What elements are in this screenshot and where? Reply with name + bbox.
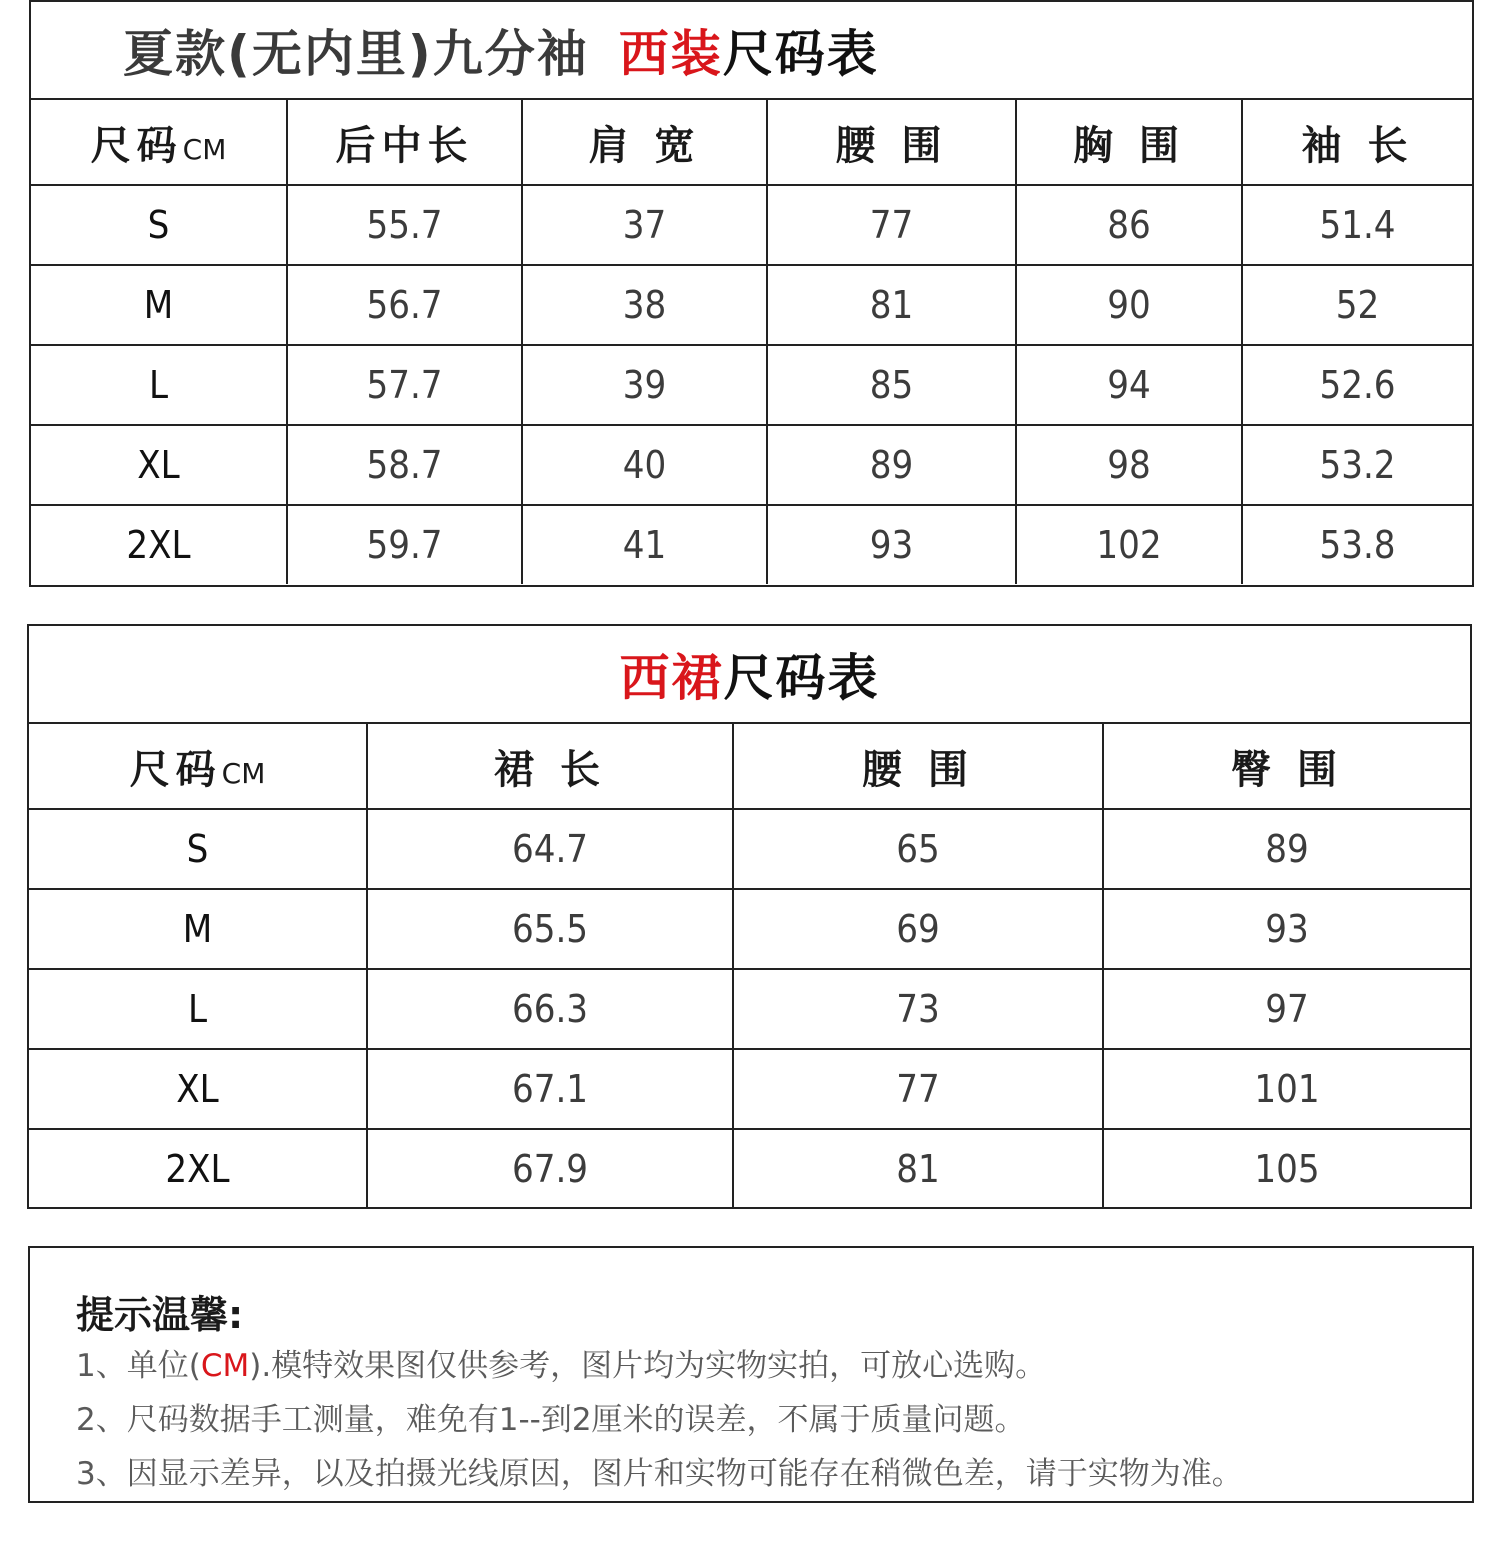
table-cell: 77	[733, 1049, 1103, 1129]
table-cell: 67.9	[367, 1129, 733, 1208]
skirt-chart-title	[29, 626, 1470, 724]
suit-header-row	[31, 100, 1472, 185]
table-cell: 51.4	[1242, 185, 1472, 265]
table-cell: 40	[522, 425, 767, 505]
size-cell: XL	[31, 425, 287, 505]
skirt-title-highlight: 西裙	[619, 649, 724, 707]
table-cell: 81	[733, 1129, 1103, 1208]
table-cell: 94	[1016, 345, 1242, 425]
size-cell: M	[29, 889, 367, 969]
skirt-header-size: 尺码CM	[29, 724, 367, 809]
table-cell: 69	[733, 889, 1103, 969]
table-row	[31, 185, 1472, 265]
suit-header-waist: 腰 围	[767, 100, 1016, 185]
table-cell: 52	[1242, 265, 1472, 345]
table-cell: 85	[767, 345, 1016, 425]
table-cell: 37	[522, 185, 767, 265]
size-cell: 2XL	[31, 505, 287, 584]
skirt-header-length: 裙 长	[367, 724, 733, 809]
tip-line-3: 3、因显示差异，以及拍摄光线原因，图片和实物可能存在稍微色差，请于实物为准。	[76, 1456, 1243, 1492]
table-row	[31, 425, 1472, 505]
table-cell: 93	[767, 505, 1016, 584]
size-cell: XL	[29, 1049, 367, 1129]
suit-title-prefix: 夏款(无内里)九分袖	[123, 25, 589, 83]
table-cell: 101	[1103, 1049, 1470, 1129]
table-row	[29, 1049, 1470, 1129]
table-cell: 59.7	[287, 505, 522, 584]
table-cell: 81	[767, 265, 1016, 345]
table-row	[29, 969, 1470, 1049]
table-cell: 97	[1103, 969, 1470, 1049]
skirt-header-unit: CM	[221, 756, 266, 790]
size-cell: M	[31, 265, 287, 345]
suit-header-unit: CM	[182, 132, 227, 166]
table-row	[31, 505, 1472, 584]
table-cell: 65	[733, 809, 1103, 889]
size-cell: S	[31, 185, 287, 265]
table-cell: 64.7	[367, 809, 733, 889]
table-cell: 77	[767, 185, 1016, 265]
table-cell: 65.5	[367, 889, 733, 969]
skirt-header-hip: 臀 围	[1103, 724, 1470, 809]
table-cell: 89	[767, 425, 1016, 505]
table-cell: 52.6	[1242, 345, 1472, 425]
table-cell: 56.7	[287, 265, 522, 345]
table-cell: 73	[733, 969, 1103, 1049]
suit-size-table	[31, 100, 1472, 584]
table-cell: 55.7	[287, 185, 522, 265]
table-row	[29, 1129, 1470, 1208]
suit-header-back-length: 后中长	[287, 100, 522, 185]
table-cell: 67.1	[367, 1049, 733, 1129]
tip-line-2: 2、尺码数据手工测量，难免有1--到2厘米的误差，不属于质量问题。	[76, 1402, 1026, 1438]
table-cell: 90	[1016, 265, 1242, 345]
table-row	[29, 809, 1470, 889]
suit-title-highlight: 西装	[618, 25, 723, 83]
size-cell: L	[29, 969, 367, 1049]
skirt-size-table	[29, 724, 1470, 1208]
skirt-header-row	[29, 724, 1470, 809]
table-cell: 66.3	[367, 969, 733, 1049]
suit-size-chart	[29, 0, 1474, 587]
table-cell: 38	[522, 265, 767, 345]
tips-heading: 提示温馨:	[76, 1293, 244, 1337]
tip-line-1: 1、单位(CM).模特效果图仅供参考，图片均为实物实拍，可放心选购。	[76, 1348, 1047, 1384]
size-cell: 2XL	[29, 1129, 367, 1208]
suit-header-size: 尺码CM	[31, 100, 287, 185]
suit-header-chest: 胸 围	[1016, 100, 1242, 185]
table-cell: 53.8	[1319, 523, 1396, 567]
table-row	[29, 889, 1470, 969]
skirt-header-waist: 腰 围	[733, 724, 1103, 809]
table-cell: 102	[1016, 505, 1242, 584]
table-cell: 39	[522, 345, 767, 425]
table-cell: 57.7	[287, 345, 522, 425]
table-row	[31, 265, 1472, 345]
suit-title-suffix: 尺码表	[722, 25, 879, 83]
tip-unit-highlight: CM	[200, 1348, 250, 1384]
table-cell: 58.7	[287, 425, 522, 505]
suit-header-sleeve: 袖 长	[1242, 100, 1472, 185]
table-cell: 105	[1254, 1147, 1320, 1191]
table-cell: 53.2	[1242, 425, 1472, 505]
size-cell: L	[31, 345, 287, 425]
table-row	[31, 345, 1472, 425]
table-cell: 93	[1103, 889, 1470, 969]
suit-chart-title	[31, 2, 1472, 100]
table-cell: 89	[1103, 809, 1470, 889]
table-cell: 98	[1016, 425, 1242, 505]
skirt-size-chart	[27, 624, 1472, 1209]
tips-panel	[28, 1246, 1474, 1503]
skirt-title-suffix: 尺码表	[723, 649, 880, 707]
suit-header-shoulder: 肩 宽	[522, 100, 767, 185]
table-cell: 41	[522, 505, 767, 584]
table-cell: 86	[1016, 185, 1242, 265]
size-cell: S	[29, 809, 367, 889]
